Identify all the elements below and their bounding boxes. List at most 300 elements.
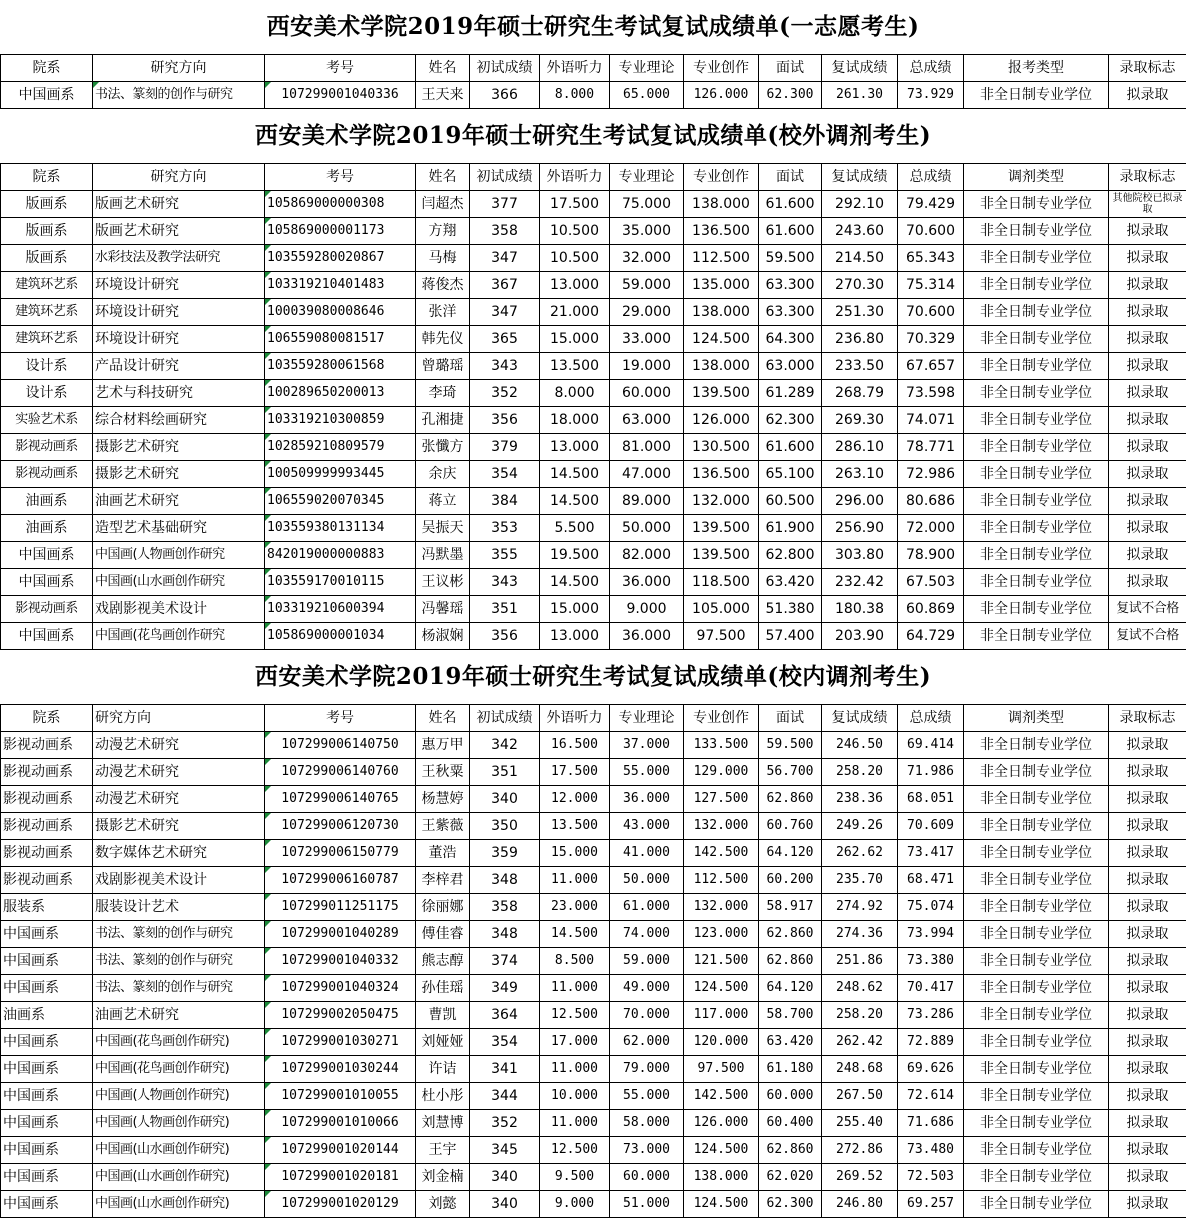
cell-type: 非全日制专业学位 <box>964 515 1109 542</box>
cell-department: 影视动画系 <box>1 867 93 894</box>
cell-creation: 117.000 <box>684 1002 759 1029</box>
cell-exam-number: 103559280061568 <box>265 353 416 380</box>
header-type: 报考类型 <box>964 55 1109 82</box>
cell-creation: 126.000 <box>684 407 759 434</box>
cell-theory: 70.000 <box>610 1002 684 1029</box>
header-theory: 专业理论 <box>610 705 684 732</box>
cell-retest-score: 272.86 <box>822 1137 898 1164</box>
cell-type: 非全日制专业学位 <box>964 596 1109 623</box>
cell-name: 杨淑娴 <box>416 623 470 650</box>
cell-research-direction: 数字媒体艺术研究 <box>93 840 265 867</box>
cell-admission-flag: 拟录取 <box>1109 1083 1186 1110</box>
cell-exam-number: 107299002050475 <box>265 1002 416 1029</box>
header-research-direction: 研究方向 <box>93 705 265 732</box>
cell-department: 版画系 <box>1 191 93 218</box>
cell-creation: 132.000 <box>684 813 759 840</box>
cell-retest-score: 246.80 <box>822 1191 898 1218</box>
cell-department: 实验艺术系 <box>1 407 93 434</box>
cell-creation: 118.500 <box>684 569 759 596</box>
cell-name: 方翔 <box>416 218 470 245</box>
table-row <box>1 867 1186 894</box>
table-row <box>1 461 1186 488</box>
cell-theory: 36.000 <box>610 569 684 596</box>
cell-prelim-score: 345 <box>470 1137 540 1164</box>
cell-admission-flag: 拟录取 <box>1109 867 1186 894</box>
cell-exam-number: 107299001040332 <box>265 948 416 975</box>
header-total-score: 总成绩 <box>898 55 964 82</box>
cell-retest-score: 263.10 <box>822 461 898 488</box>
cell-prelim-score: 347 <box>470 299 540 326</box>
cell-listening: 12.500 <box>540 1002 610 1029</box>
table-row <box>1 434 1186 461</box>
cell-type: 非全日制专业学位 <box>964 1083 1109 1110</box>
cell-retest-score: 286.10 <box>822 434 898 461</box>
cell-retest-score: 274.92 <box>822 894 898 921</box>
table-row <box>1 407 1186 434</box>
cell-retest-score: 203.90 <box>822 623 898 650</box>
cell-theory: 19.000 <box>610 353 684 380</box>
cell-retest-score: 269.52 <box>822 1164 898 1191</box>
cell-listening: 14.500 <box>540 921 610 948</box>
cell-type: 非全日制专业学位 <box>964 434 1109 461</box>
header-department: 院系 <box>1 55 93 82</box>
cell-name: 余庆 <box>416 461 470 488</box>
cell-name: 王议彬 <box>416 569 470 596</box>
cell-name: 王天来 <box>416 82 470 109</box>
cell-listening: 16.500 <box>540 732 610 759</box>
cell-research-direction: 服装设计艺术 <box>93 894 265 921</box>
cell-admission-flag: 拟录取 <box>1109 245 1186 272</box>
cell-research-direction: 中国画(山水画创作研究) <box>93 1137 265 1164</box>
cell-exam-number: 107299001030244 <box>265 1056 416 1083</box>
cell-exam-number: 103319210300859 <box>265 407 416 434</box>
cell-name: 杜小彤 <box>416 1083 470 1110</box>
cell-interview: 58.700 <box>759 1002 822 1029</box>
cell-research-direction: 中国画(山水画创作研究) <box>93 1191 265 1218</box>
cell-creation: 132.000 <box>684 488 759 515</box>
cell-total-score: 72.986 <box>898 461 964 488</box>
table-row <box>1 326 1186 353</box>
cell-type: 非全日制专业学位 <box>964 813 1109 840</box>
header-listening: 外语听力 <box>540 705 610 732</box>
cell-total-score: 73.417 <box>898 840 964 867</box>
cell-type: 非全日制专业学位 <box>964 245 1109 272</box>
cell-theory: 59.000 <box>610 948 684 975</box>
cell-creation: 142.500 <box>684 840 759 867</box>
cell-retest-score: 256.90 <box>822 515 898 542</box>
cell-retest-score: 292.10 <box>822 191 898 218</box>
section-title: 西安美术学院2019年硕士研究生考试复试成绩单(校外调剂考生) <box>0 109 1186 163</box>
cell-name: 闫超杰 <box>416 191 470 218</box>
section-title: 西安美术学院2019年硕士研究生考试复试成绩单(校内调剂考生) <box>0 650 1186 704</box>
cell-creation: 112.500 <box>684 245 759 272</box>
cell-exam-number: 105869000000308 <box>265 191 416 218</box>
header-interview: 面试 <box>759 55 822 82</box>
cell-type: 非全日制专业学位 <box>964 407 1109 434</box>
cell-listening: 14.500 <box>540 569 610 596</box>
cell-listening: 8.500 <box>540 948 610 975</box>
cell-interview: 60.400 <box>759 1110 822 1137</box>
cell-creation: 120.000 <box>684 1029 759 1056</box>
cell-research-direction: 版画艺术研究 <box>93 218 265 245</box>
cell-prelim-score: 364 <box>470 1002 540 1029</box>
cell-type: 非全日制专业学位 <box>964 1191 1109 1218</box>
cell-theory: 75.000 <box>610 191 684 218</box>
cell-department: 建筑环艺系 <box>1 326 93 353</box>
cell-interview: 62.860 <box>759 1137 822 1164</box>
score-section-1 <box>0 109 1186 650</box>
cell-research-direction: 产品设计研究 <box>93 353 265 380</box>
cell-interview: 62.800 <box>759 542 822 569</box>
score-table <box>0 163 1186 650</box>
cell-prelim-score: 349 <box>470 975 540 1002</box>
cell-total-score: 72.000 <box>898 515 964 542</box>
cell-interview: 61.600 <box>759 218 822 245</box>
table-row <box>1 975 1186 1002</box>
cell-admission-flag: 拟录取 <box>1109 759 1186 786</box>
cell-total-score: 70.417 <box>898 975 964 1002</box>
cell-creation: 126.000 <box>684 82 759 109</box>
cell-type: 非全日制专业学位 <box>964 353 1109 380</box>
header-prelim-score: 初试成绩 <box>470 55 540 82</box>
cell-theory: 50.000 <box>610 867 684 894</box>
cell-prelim-score: 356 <box>470 407 540 434</box>
cell-interview: 62.300 <box>759 82 822 109</box>
cell-department: 中国画系 <box>1 1056 93 1083</box>
cell-prelim-score: 340 <box>470 786 540 813</box>
cell-research-direction: 中国画(人物画创作研究) <box>93 1110 265 1137</box>
cell-interview: 65.100 <box>759 461 822 488</box>
cell-interview: 59.500 <box>759 732 822 759</box>
cell-interview: 63.000 <box>759 353 822 380</box>
table-row <box>1 1191 1186 1218</box>
cell-retest-score: 262.42 <box>822 1029 898 1056</box>
cell-exam-number: 100289650200013 <box>265 380 416 407</box>
cell-department: 中国画系 <box>1 948 93 975</box>
table-row <box>1 1002 1186 1029</box>
cell-interview: 62.860 <box>759 921 822 948</box>
cell-research-direction: 中国画(山水画创作研究 <box>93 569 265 596</box>
cell-listening: 13.000 <box>540 434 610 461</box>
cell-interview: 63.420 <box>759 1029 822 1056</box>
cell-theory: 73.000 <box>610 1137 684 1164</box>
cell-admission-flag: 拟录取 <box>1109 515 1186 542</box>
cell-exam-number: 107299006150779 <box>265 840 416 867</box>
cell-listening: 15.000 <box>540 840 610 867</box>
cell-name: 曾璐瑶 <box>416 353 470 380</box>
cell-research-direction: 摄影艺术研究 <box>93 461 265 488</box>
cell-theory: 59.000 <box>610 272 684 299</box>
cell-retest-score: 270.30 <box>822 272 898 299</box>
cell-exam-number: 103559380131134 <box>265 515 416 542</box>
cell-listening: 12.000 <box>540 786 610 813</box>
table-row <box>1 596 1186 623</box>
table-row <box>1 488 1186 515</box>
cell-creation: 124.500 <box>684 326 759 353</box>
cell-total-score: 67.503 <box>898 569 964 596</box>
cell-department: 中国画系 <box>1 1164 93 1191</box>
cell-total-score: 70.600 <box>898 218 964 245</box>
cell-exam-number: 100509999993445 <box>265 461 416 488</box>
cell-exam-number: 107299001030271 <box>265 1029 416 1056</box>
cell-research-direction: 书法、篆刻的创作与研究 <box>93 921 265 948</box>
cell-admission-flag: 拟录取 <box>1109 813 1186 840</box>
cell-type: 非全日制专业学位 <box>964 732 1109 759</box>
cell-theory: 60.000 <box>610 1164 684 1191</box>
cell-department: 中国画系 <box>1 542 93 569</box>
cell-type: 非全日制专业学位 <box>964 191 1109 218</box>
cell-department: 建筑环艺系 <box>1 299 93 326</box>
cell-theory: 35.000 <box>610 218 684 245</box>
cell-prelim-score: 358 <box>470 218 540 245</box>
cell-research-direction: 中国画(花鸟画创作研究) <box>93 1029 265 1056</box>
cell-type: 非全日制专业学位 <box>964 1029 1109 1056</box>
cell-interview: 62.860 <box>759 948 822 975</box>
cell-research-direction: 摄影艺术研究 <box>93 434 265 461</box>
header-name: 姓名 <box>416 164 470 191</box>
cell-total-score: 70.609 <box>898 813 964 840</box>
table-row <box>1 732 1186 759</box>
cell-exam-number: 105869000001034 <box>265 623 416 650</box>
cell-interview: 64.120 <box>759 840 822 867</box>
cell-research-direction: 油画艺术研究 <box>93 1002 265 1029</box>
cell-listening: 13.500 <box>540 353 610 380</box>
cell-name: 惠万甲 <box>416 732 470 759</box>
cell-type: 非全日制专业学位 <box>964 1002 1109 1029</box>
cell-theory: 36.000 <box>610 786 684 813</box>
cell-admission-flag: 拟录取 <box>1109 82 1186 109</box>
cell-name: 董浩 <box>416 840 470 867</box>
cell-admission-flag: 复试不合格 <box>1109 596 1186 623</box>
cell-listening: 23.000 <box>540 894 610 921</box>
cell-theory: 32.000 <box>610 245 684 272</box>
cell-prelim-score: 356 <box>470 623 540 650</box>
cell-name: 杨慧婷 <box>416 786 470 813</box>
cell-total-score: 75.314 <box>898 272 964 299</box>
cell-department: 中国画系 <box>1 1137 93 1164</box>
score-section-2 <box>0 650 1186 1218</box>
cell-admission-flag: 拟录取 <box>1109 434 1186 461</box>
cell-total-score: 75.074 <box>898 894 964 921</box>
header-listening: 外语听力 <box>540 55 610 82</box>
table-row <box>1 1164 1186 1191</box>
cell-total-score: 79.429 <box>898 191 964 218</box>
cell-total-score: 73.994 <box>898 921 964 948</box>
cell-name: 王宇 <box>416 1137 470 1164</box>
cell-admission-flag: 拟录取 <box>1109 407 1186 434</box>
header-admission-flag: 录取标志 <box>1109 164 1186 191</box>
cell-admission-flag: 复试不合格 <box>1109 623 1186 650</box>
cell-interview: 51.380 <box>759 596 822 623</box>
cell-theory: 29.000 <box>610 299 684 326</box>
cell-name: 张懺方 <box>416 434 470 461</box>
cell-department: 中国画系 <box>1 921 93 948</box>
cell-retest-score: 269.30 <box>822 407 898 434</box>
table-row <box>1 921 1186 948</box>
cell-total-score: 78.900 <box>898 542 964 569</box>
cell-creation: 136.500 <box>684 461 759 488</box>
header-theory: 专业理论 <box>610 55 684 82</box>
cell-department: 中国画系 <box>1 975 93 1002</box>
cell-research-direction: 中国画(花鸟画创作研究) <box>93 1056 265 1083</box>
cell-interview: 61.600 <box>759 434 822 461</box>
cell-theory: 89.000 <box>610 488 684 515</box>
cell-admission-flag: 拟录取 <box>1109 461 1186 488</box>
cell-department: 服装系 <box>1 894 93 921</box>
cell-exam-number: 842019000000883 <box>265 542 416 569</box>
cell-retest-score: 232.42 <box>822 569 898 596</box>
cell-retest-score: 268.79 <box>822 380 898 407</box>
header-prelim-score: 初试成绩 <box>470 164 540 191</box>
cell-department: 影视动画系 <box>1 434 93 461</box>
cell-type: 非全日制专业学位 <box>964 82 1109 109</box>
table-row <box>1 1110 1186 1137</box>
cell-creation: 133.500 <box>684 732 759 759</box>
cell-research-direction: 环境设计研究 <box>93 272 265 299</box>
cell-retest-score: 251.30 <box>822 299 898 326</box>
cell-theory: 65.000 <box>610 82 684 109</box>
cell-type: 非全日制专业学位 <box>964 1137 1109 1164</box>
header-total-score: 总成绩 <box>898 705 964 732</box>
cell-department: 设计系 <box>1 380 93 407</box>
cell-creation: 97.500 <box>684 1056 759 1083</box>
cell-prelim-score: 352 <box>470 380 540 407</box>
cell-theory: 63.000 <box>610 407 684 434</box>
cell-interview: 58.917 <box>759 894 822 921</box>
cell-department: 影视动画系 <box>1 786 93 813</box>
cell-prelim-score: 365 <box>470 326 540 353</box>
cell-name: 刘金楠 <box>416 1164 470 1191</box>
table-row <box>1 353 1186 380</box>
cell-total-score: 69.626 <box>898 1056 964 1083</box>
cell-listening: 8.000 <box>540 380 610 407</box>
cell-listening: 11.000 <box>540 975 610 1002</box>
cell-creation: 121.500 <box>684 948 759 975</box>
cell-research-direction: 环境设计研究 <box>93 299 265 326</box>
cell-interview: 61.289 <box>759 380 822 407</box>
cell-theory: 58.000 <box>610 1110 684 1137</box>
cell-department: 中国画系 <box>1 623 93 650</box>
cell-type: 非全日制专业学位 <box>964 921 1109 948</box>
cell-name: 熊志醇 <box>416 948 470 975</box>
cell-listening: 19.500 <box>540 542 610 569</box>
cell-prelim-score: 343 <box>470 353 540 380</box>
table-row <box>1 1083 1186 1110</box>
cell-total-score: 78.771 <box>898 434 964 461</box>
cell-theory: 43.000 <box>610 813 684 840</box>
cell-admission-flag: 拟录取 <box>1109 921 1186 948</box>
cell-type: 非全日制专业学位 <box>964 759 1109 786</box>
cell-exam-number: 105869000001173 <box>265 218 416 245</box>
cell-interview: 59.500 <box>759 245 822 272</box>
header-interview: 面试 <box>759 705 822 732</box>
cell-type: 非全日制专业学位 <box>964 542 1109 569</box>
cell-department: 中国画系 <box>1 1191 93 1218</box>
header-research-direction: 研究方向 <box>93 164 265 191</box>
cell-type: 非全日制专业学位 <box>964 272 1109 299</box>
cell-total-score: 73.380 <box>898 948 964 975</box>
cell-research-direction: 书法、篆刻的创作与研究 <box>93 82 265 109</box>
cell-retest-score: 262.62 <box>822 840 898 867</box>
table-row <box>1 218 1186 245</box>
cell-theory: 37.000 <box>610 732 684 759</box>
cell-type: 非全日制专业学位 <box>964 840 1109 867</box>
cell-department: 中国画系 <box>1 1110 93 1137</box>
table-row <box>1 380 1186 407</box>
cell-exam-number: 103319210401483 <box>265 272 416 299</box>
cell-prelim-score: 354 <box>470 1029 540 1056</box>
cell-name: 刘娅娅 <box>416 1029 470 1056</box>
cell-research-direction: 摄影艺术研究 <box>93 813 265 840</box>
cell-exam-number: 102859210809579 <box>265 434 416 461</box>
cell-prelim-score: 351 <box>470 759 540 786</box>
cell-research-direction: 艺术与科技研究 <box>93 380 265 407</box>
cell-type: 非全日制专业学位 <box>964 623 1109 650</box>
cell-interview: 64.120 <box>759 975 822 1002</box>
header-creation: 专业创作 <box>684 55 759 82</box>
cell-retest-score: 235.70 <box>822 867 898 894</box>
cell-total-score: 73.286 <box>898 1002 964 1029</box>
cell-exam-number: 107299001010066 <box>265 1110 416 1137</box>
cell-admission-flag: 拟录取 <box>1109 326 1186 353</box>
cell-prelim-score: 367 <box>470 272 540 299</box>
header-name: 姓名 <box>416 55 470 82</box>
cell-listening: 17.500 <box>540 191 610 218</box>
cell-creation: 112.500 <box>684 867 759 894</box>
table-row <box>1 759 1186 786</box>
cell-admission-flag: 其他院校已拟录取 <box>1109 191 1186 218</box>
cell-theory: 51.000 <box>610 1191 684 1218</box>
cell-listening: 13.000 <box>540 623 610 650</box>
table-row <box>1 1029 1186 1056</box>
cell-retest-score: 249.26 <box>822 813 898 840</box>
cell-listening: 11.000 <box>540 1110 610 1137</box>
cell-type: 非全日制专业学位 <box>964 299 1109 326</box>
cell-retest-score: 233.50 <box>822 353 898 380</box>
cell-admission-flag: 拟录取 <box>1109 272 1186 299</box>
cell-department: 中国画系 <box>1 82 93 109</box>
cell-admission-flag: 拟录取 <box>1109 894 1186 921</box>
table-row <box>1 1056 1186 1083</box>
cell-total-score: 73.480 <box>898 1137 964 1164</box>
cell-listening: 11.000 <box>540 867 610 894</box>
cell-interview: 62.300 <box>759 407 822 434</box>
cell-research-direction: 版画艺术研究 <box>93 191 265 218</box>
cell-research-direction: 中国画(山水画创作研究) <box>93 1164 265 1191</box>
cell-name: 冯默墨 <box>416 542 470 569</box>
cell-type: 非全日制专业学位 <box>964 380 1109 407</box>
cell-total-score: 72.503 <box>898 1164 964 1191</box>
cell-exam-number: 100039080008646 <box>265 299 416 326</box>
score-table <box>0 54 1186 109</box>
header-name: 姓名 <box>416 705 470 732</box>
cell-prelim-score: 352 <box>470 1110 540 1137</box>
cell-interview: 61.180 <box>759 1056 822 1083</box>
cell-admission-flag: 拟录取 <box>1109 975 1186 1002</box>
score-table <box>0 704 1186 1218</box>
cell-type: 非全日制专业学位 <box>964 786 1109 813</box>
cell-department: 影视动画系 <box>1 461 93 488</box>
cell-retest-score: 258.20 <box>822 1002 898 1029</box>
cell-research-direction: 书法、篆刻的创作与研究 <box>93 975 265 1002</box>
cell-department: 影视动画系 <box>1 732 93 759</box>
cell-type: 非全日制专业学位 <box>964 1056 1109 1083</box>
cell-retest-score: 255.40 <box>822 1110 898 1137</box>
cell-admission-flag: 拟录取 <box>1109 786 1186 813</box>
cell-name: 马梅 <box>416 245 470 272</box>
header-exam-number: 考号 <box>265 705 416 732</box>
cell-prelim-score: 343 <box>470 569 540 596</box>
